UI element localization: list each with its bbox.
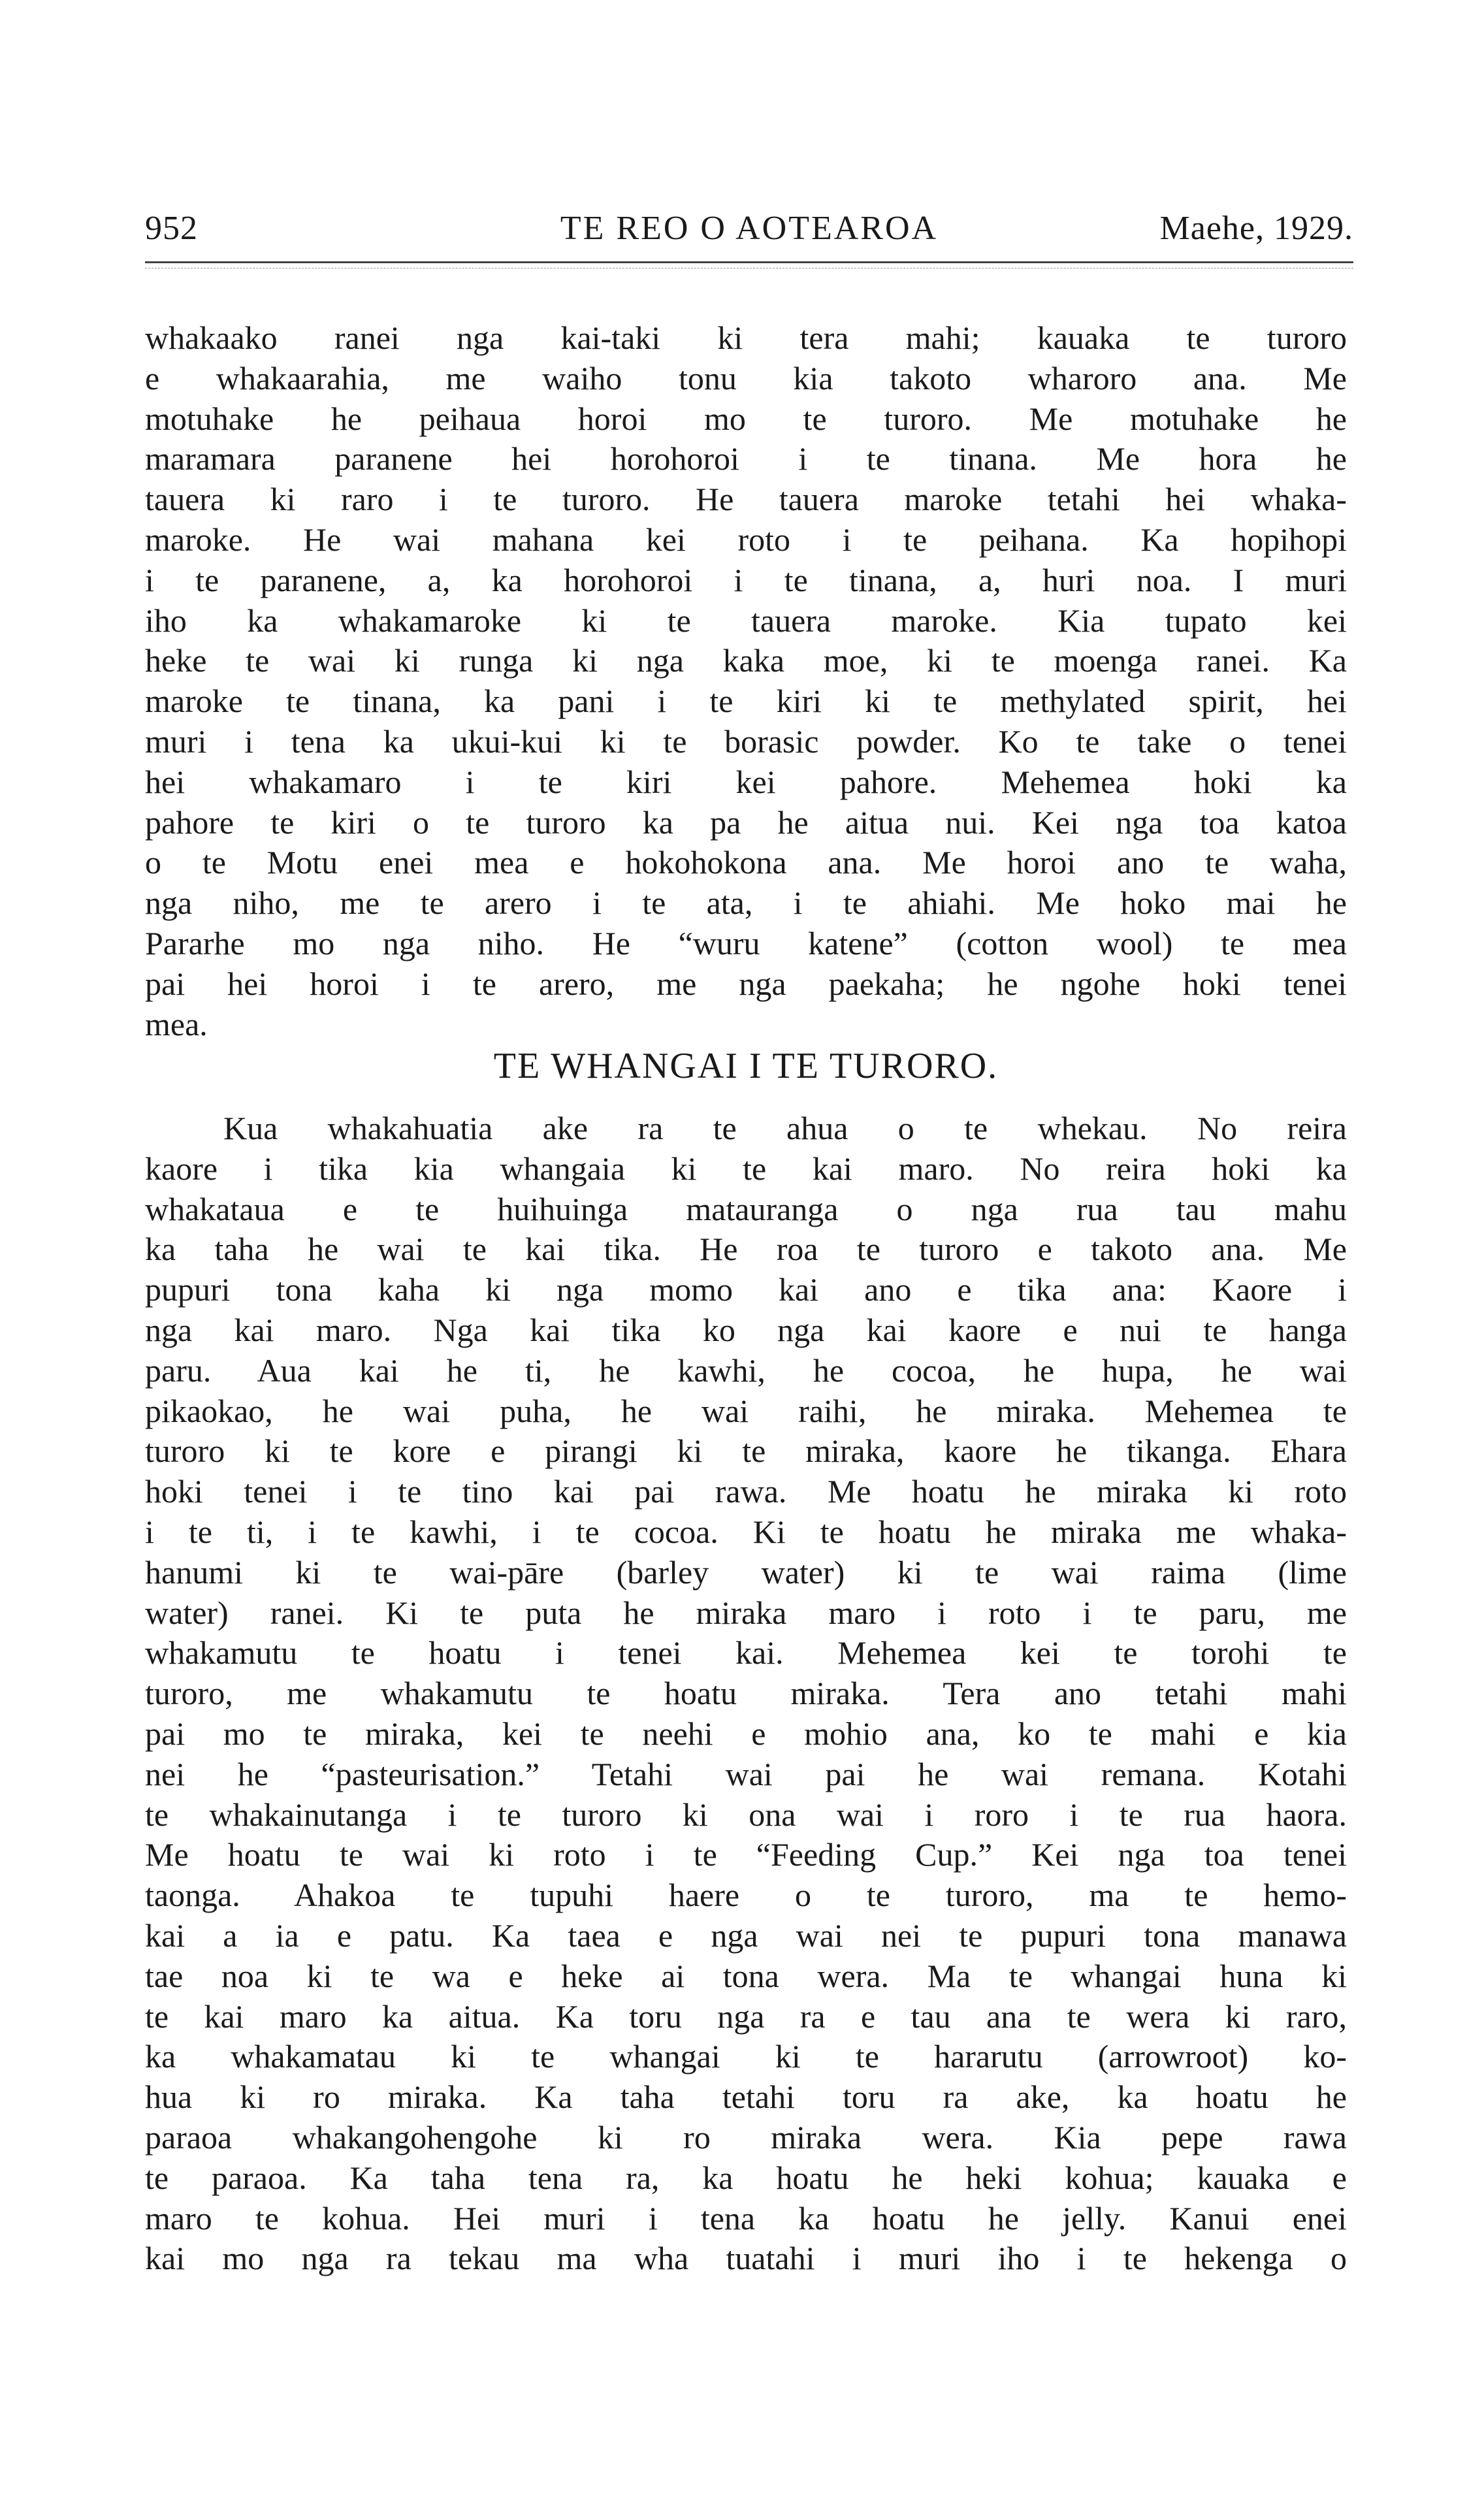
text-line: kai mo nga ra tekau ma wha tuatahi i muri iho i te hekenga o — [145, 2240, 1347, 2277]
text-line: i te paranene, a, ka horohoroi i te tinana, a, huri noa. I muri — [145, 561, 1347, 598]
section-heading: TE WHANGAI I TE TURORO. — [493, 1046, 999, 1086]
text-line: motuhake he peihaua horoi mo te turoro. Me motuhake he — [145, 400, 1347, 437]
text-line: tauera ki raro i te turoro. He tauera maroke tetahi hei whaka- — [145, 481, 1347, 518]
text-line: e whakaarahia, me waiho tonu kia takoto wharoro ana. Me — [145, 359, 1347, 396]
text-line: muri i tena ka ukui-kui ki te borasic powder. Ko te take o tenei — [145, 722, 1347, 760]
text-line: heke te wai ki runga ki nga kaka moe, ki te moenga ranei. Ka — [145, 642, 1347, 679]
text-line: nga kai maro. Nga kai tika ko nga kai kaore e nui te hanga — [145, 1311, 1347, 1348]
running-header — [145, 208, 1353, 250]
text-line: kaore i tika kia whangaia ki te kai maro. No reira hoki ka — [145, 1150, 1347, 1187]
text-line: ka taha he wai te kai tika. He roa te turoro e takoto ana. Me — [145, 1231, 1347, 1268]
text-line: nei he “pasteurisation.” Tetahi wai pai he wai remana. Kotahi — [145, 1755, 1347, 1792]
journal-title: TE REO O AOTEAROA — [560, 210, 939, 247]
text-line: te kai maro ka aitua. Ka toru nga ra e tau ana te wera ki raro, — [145, 1997, 1347, 2035]
text-line: i te ti, i te kawhi, i te cocoa. Ki te hoatu he miraka me whaka- — [145, 1513, 1347, 1550]
text-line: iho ka whakamaroke ki te tauera maroke. Kia tupato kei — [145, 602, 1347, 639]
text-line: o te Motu enei mea e hokohokona ana. Me horoi ano te waha, — [145, 844, 1347, 881]
text-line: pahore te kiri o te turoro ka pa he aitua nui. Kei nga toa katoa — [145, 803, 1347, 841]
paragraph-hygiene — [145, 318, 1347, 1044]
text-line: pai hei horoi i te arero, me nga paekaha; he ngohe hoki tenei — [145, 965, 1347, 1002]
text-line: nga niho, me te arero i te ata, i te ahiahi. Me hoko mai he — [145, 884, 1347, 922]
text-line: pikaokao, he wai puha, he wai raihi, he miraka. Mehemea te — [145, 1392, 1347, 1429]
text-line: taonga. Ahakoa te tupuhi haere o te turoro, ma te hemo- — [145, 1877, 1347, 1914]
text-line: pai mo te miraka, kei te neehi e mohio ana, ko te mahi e kia — [145, 1715, 1347, 1752]
text-line: whakamutu te hoatu i tenei kai. Mehemea kei te torohi te — [145, 1634, 1347, 1672]
text-line: tae noa ki te wa e heke ai tona wera. Ma te whangai huna ki — [145, 1957, 1347, 1994]
issue-date: Maehe, 1929. — [1159, 210, 1353, 247]
text-line: hei whakamaro i te kiri kei pahore. Mehemea hoki ka — [145, 763, 1347, 800]
text-line: Me hoatu te wai ki roto i te “Feeding Cup.” Kei nga toa tenei — [145, 1836, 1347, 1873]
page-number: 952 — [145, 210, 198, 247]
text-line: Pararhe mo nga niho. He “wuru katene” (cotton wool) te mea — [145, 924, 1347, 962]
text-line: mea. — [145, 1005, 208, 1042]
text-line: whakataua e te huihuinga matauranga o nga rua tau mahu — [145, 1190, 1347, 1227]
text-line: whakaako ranei nga kai-taki ki tera mahi; kauaka te turoro — [145, 319, 1347, 356]
text-line: pupuri tona kaha ki nga momo kai ano e tika ana: Kaore i — [145, 1271, 1347, 1308]
text-line: maramara paranene hei horohoroi i te tinana. Me hora he — [145, 440, 1347, 477]
text-line: maro te kohua. Hei muri i tena ka hoatu he jelly. Kanui enei — [145, 2199, 1347, 2237]
text-line: paru. Aua kai he ti, he kawhi, he cocoa, he hupa, he wai — [145, 1351, 1347, 1389]
text-line: hanumi ki te wai-pāre (barley water) ki te wai raima (lime — [145, 1553, 1347, 1591]
text-line: te paraoa. Ka taha tena ra, ka hoatu he heki kohua; kauaka e — [145, 2159, 1347, 2196]
text-line: maroke te tinana, ka pani i te kiri ki te methylated spirit, hei — [145, 683, 1347, 720]
header-rule — [145, 261, 1353, 263]
text-line: kai a ia e patu. Ka taea e nga wai nei te pupuri tona manawa — [145, 1916, 1347, 1954]
text-line: turoro ki te kore e pirangi ki te miraka, kaore he tikanga. Ehara — [145, 1432, 1347, 1470]
text-line: hoki tenei i te tino kai pai rawa. Me hoatu he miraka ki roto — [145, 1473, 1347, 1510]
text-line: ka whakamatau ki te whangai ki te hararutu (arrowroot) ko- — [145, 2038, 1347, 2075]
text-line: paraoa whakangohengohe ki ro miraka wera. Kia pepe rawa — [145, 2118, 1347, 2156]
text-line: turoro, me whakamutu te hoatu miraka. Tera ano tetahi mahi — [145, 1675, 1347, 1712]
text-line: maroke. He wai mahana kei roto i te peihana. Ka hopihopi — [145, 521, 1347, 558]
text-line: te whakainutanga i te turoro ki ona wai i roro i te rua haora. — [145, 1796, 1347, 1833]
text-line: water) ranei. Ki te puta he miraka maro i roto i te paru, me — [145, 1594, 1347, 1631]
text-line: Kua whakahuatia ake ra te ahua o te whekau. No reira — [223, 1110, 1347, 1146]
text-line: hua ki ro miraka. Ka taha tetahi toru ra ake, ka hoatu he — [145, 2078, 1347, 2116]
paragraph-feeding — [145, 1108, 1347, 2279]
